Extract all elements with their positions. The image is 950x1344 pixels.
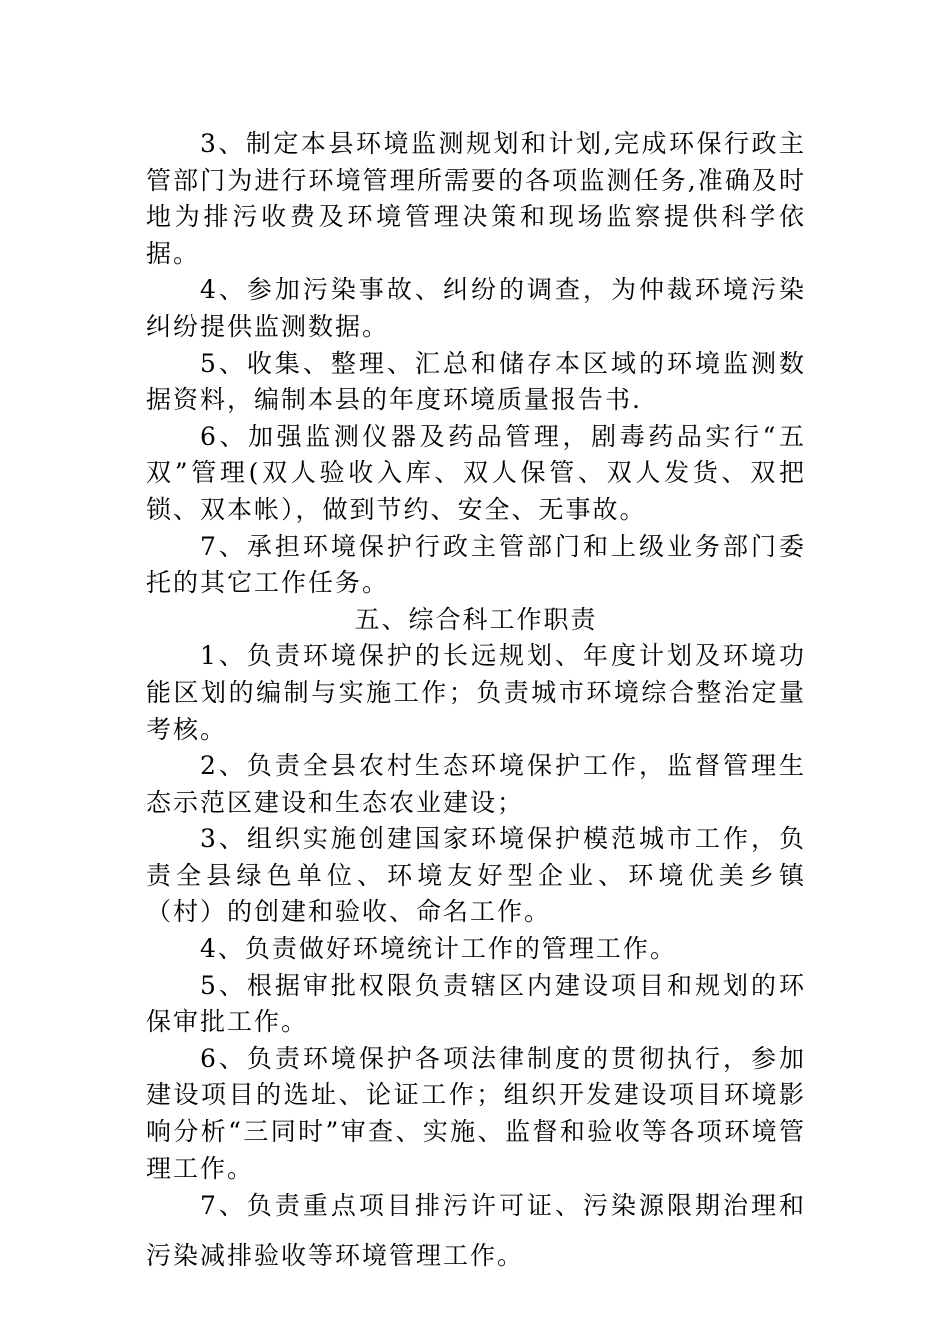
section-heading: 五、综合科工作职责 — [354, 604, 598, 634]
section5-item-4: 4、负责做好环境统计工作的管理工作。 — [200, 934, 677, 964]
paragraph-item-4: 4、参加污染事故、纠纷的调查，为仲裁环境污染纠纷提供监测数据。 — [146, 275, 806, 341]
section5-item-3: 3、组织实施创建国家环境保护模范城市工作，负责全县绿色单位、环境友好型企业、环境优美乡镇（村）的创建和验收、命名工作。 — [146, 824, 806, 927]
section5-item-6: 6、负责环境保护各项法律制度的贯彻执行，参加建设项目的选址、论证工作；组织开发建设项目环境影响分析“三同时”审查、实施、监督和验收等各项环境管理工作。 — [146, 1043, 806, 1183]
section5-item-5: 5、根据审批权限负责辖区内建设项目和规划的环保审批工作。 — [146, 970, 806, 1037]
paragraph-item-6: 6、加强监测仪器及药品管理，剧毒药品实行“五双”管理(双人验收入库、双人保管、双人发货、双把锁、双本帐），做到节约、安全、无事故。 — [146, 421, 806, 524]
paragraph-item-5: 5、收集、整理、汇总和储存本区域的环境监测数据资料，编制本县的年度环境质量报告书. — [146, 348, 806, 415]
section5-item-7: 7、负责重点项目排污许可证、污染源限期治理和污染减排验收等环境管理工作。 — [146, 1191, 806, 1271]
paragraph-item-3: 3、制定本县环境监测规划和计划,完成环保行政主管部门为进行环境管理所需要的各项监测任务,准确及时地为排污收费及环境管理决策和现场监察提供科学依据。 — [146, 129, 806, 268]
section5-item-2: 2、负责全县农村生态环境保护工作，监督管理生态示范区建设和生态农业建设； — [146, 751, 806, 817]
document-page — [146, 126, 806, 1281]
section5-item-1: 1、负责环境保护的长远规划、年度计划及环境功能区划的编制与实施工作；负责城市环境综合整治定量考核。 — [146, 641, 806, 744]
paragraph-item-7: 7、承担环境保护行政主管部门和上级业务部门委托的其它工作任务。 — [146, 531, 806, 598]
